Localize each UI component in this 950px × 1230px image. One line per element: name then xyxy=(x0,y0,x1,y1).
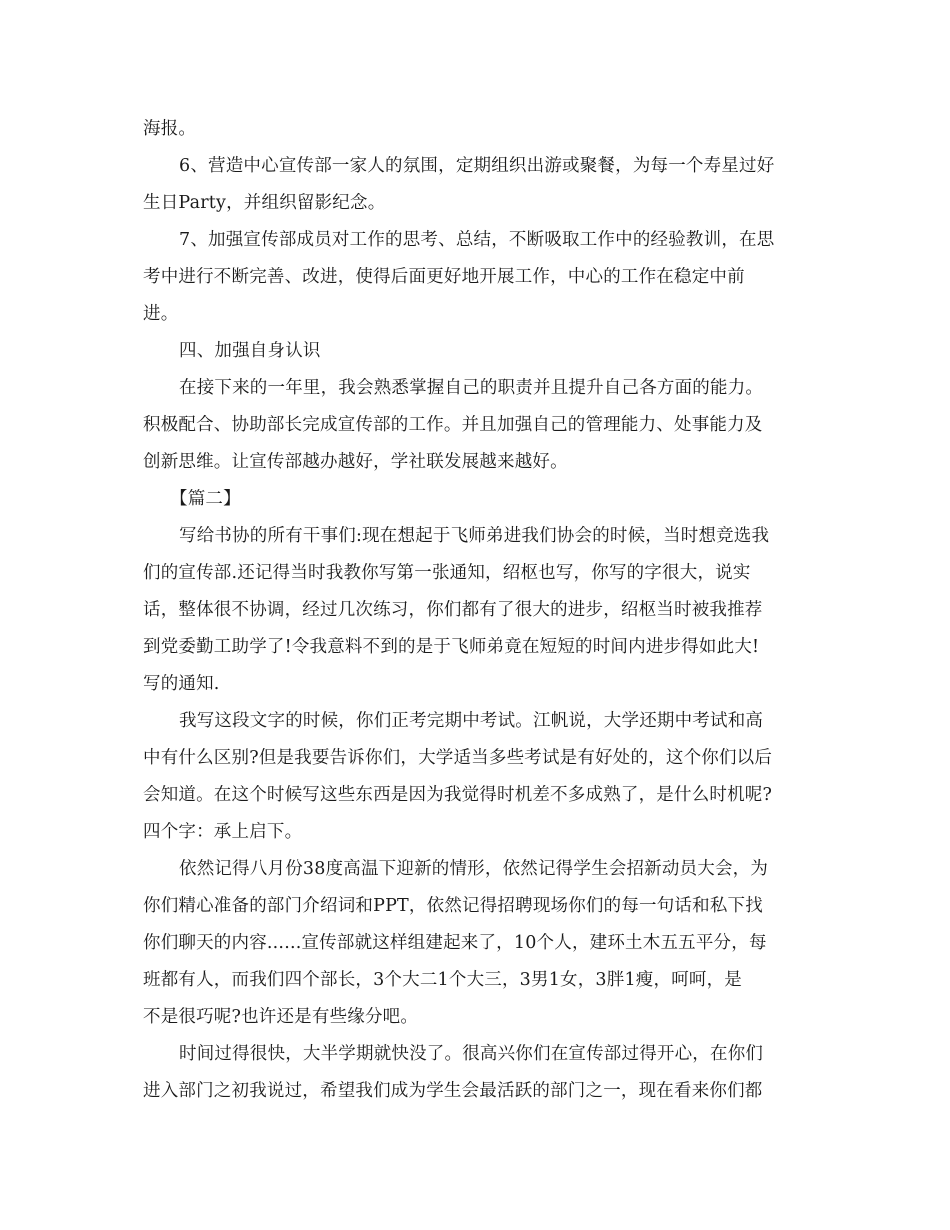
text-line: 进入部门之初我说过，希望我们成为学生会最活跃的部门之一，现在看来你们都 xyxy=(143,1081,763,1101)
chapter-heading: 【篇二】 xyxy=(170,489,241,509)
text-line: 生日Party，并组织留影纪念。 xyxy=(143,193,386,213)
text-line: 考中进行不断完善、改进，使得后面更好地开展工作，中心的工作在稳定中前 xyxy=(143,267,745,287)
text-line: 创新思维。让宣传部越办越好，学社联发展越来越好。 xyxy=(143,452,568,472)
text-line: 班都有人，而我们四个部长，3个大二1个大三，3男1女，3胖1瘦，呵呵，是 xyxy=(143,970,743,990)
section-heading: 四、加强自身认识 xyxy=(179,341,321,361)
text-line: 积极配合、协助部长完成宣传部的工作。并且加强自己的管理能力、处事能力及 xyxy=(143,415,763,435)
text-line: 话，整体很不协调，经过几次练习，你们都有了很大的进步，绍枢当时被我推荐 xyxy=(143,600,763,620)
text-line: 中有什么区别?但是我要告诉你们，大学适当多些考试是有好处的，这个你们以后 xyxy=(143,748,773,768)
text-line: 们的宣传部.还记得当时我教你写第一张通知，绍枢也写，你写的字很大，说实 xyxy=(143,563,751,583)
text-line: 四个字：承上启下。 xyxy=(143,822,303,842)
text-line: 依然记得八月份38度高温下迎新的情形，依然记得学生会招新动员大会，为 xyxy=(179,859,769,879)
text-line: 7、加强宣传部成员对工作的思考、总结，不断吸取工作中的经验教训，在思 xyxy=(179,230,775,250)
text-line: 在接下来的一年里，我会熟悉掌握自己的职责并且提升自己各方面的能力。 xyxy=(179,378,764,398)
text-line: 你们精心准备的部门介绍词和PPT，依然记得招聘现场你们的每一句话和私下找 xyxy=(143,896,763,916)
text-line: 我写这段文字的时候，你们正考完期中考试。江帆说，大学还期中考试和高 xyxy=(179,711,764,731)
text-line: 进。 xyxy=(143,304,179,324)
text-line: 到党委勤工助学了!令我意料不到的是于飞师弟竟在短短的时间内进步得如此大! xyxy=(143,637,760,657)
text-line: 时间过得很快，大半学期就快没了。很高兴你们在宣传部过得开心，在你们 xyxy=(179,1044,764,1064)
text-line: 不是很巧呢?也许还是有些缘分吧。 xyxy=(143,1007,419,1027)
text-line: 会知道。在这个时候写这些东西是因为我觉得时机差不多成熟了，是什么时机呢? xyxy=(143,785,773,805)
text-line: 你们聊天的内容......宣传部就这样组建起来了，10个人，建环土木五五平分，每 xyxy=(143,933,767,953)
text-line: 海报。 xyxy=(143,119,197,139)
text-line: 写的通知. xyxy=(143,674,220,694)
text-line: 6、营造中心宣传部一家人的氛围，定期组织出游或聚餐，为每一个寿星过好 xyxy=(179,156,775,176)
text-line: 写给书协的所有干事们:现在想起于飞师弟进我们协会的时候，当时想竞选我 xyxy=(179,526,770,546)
